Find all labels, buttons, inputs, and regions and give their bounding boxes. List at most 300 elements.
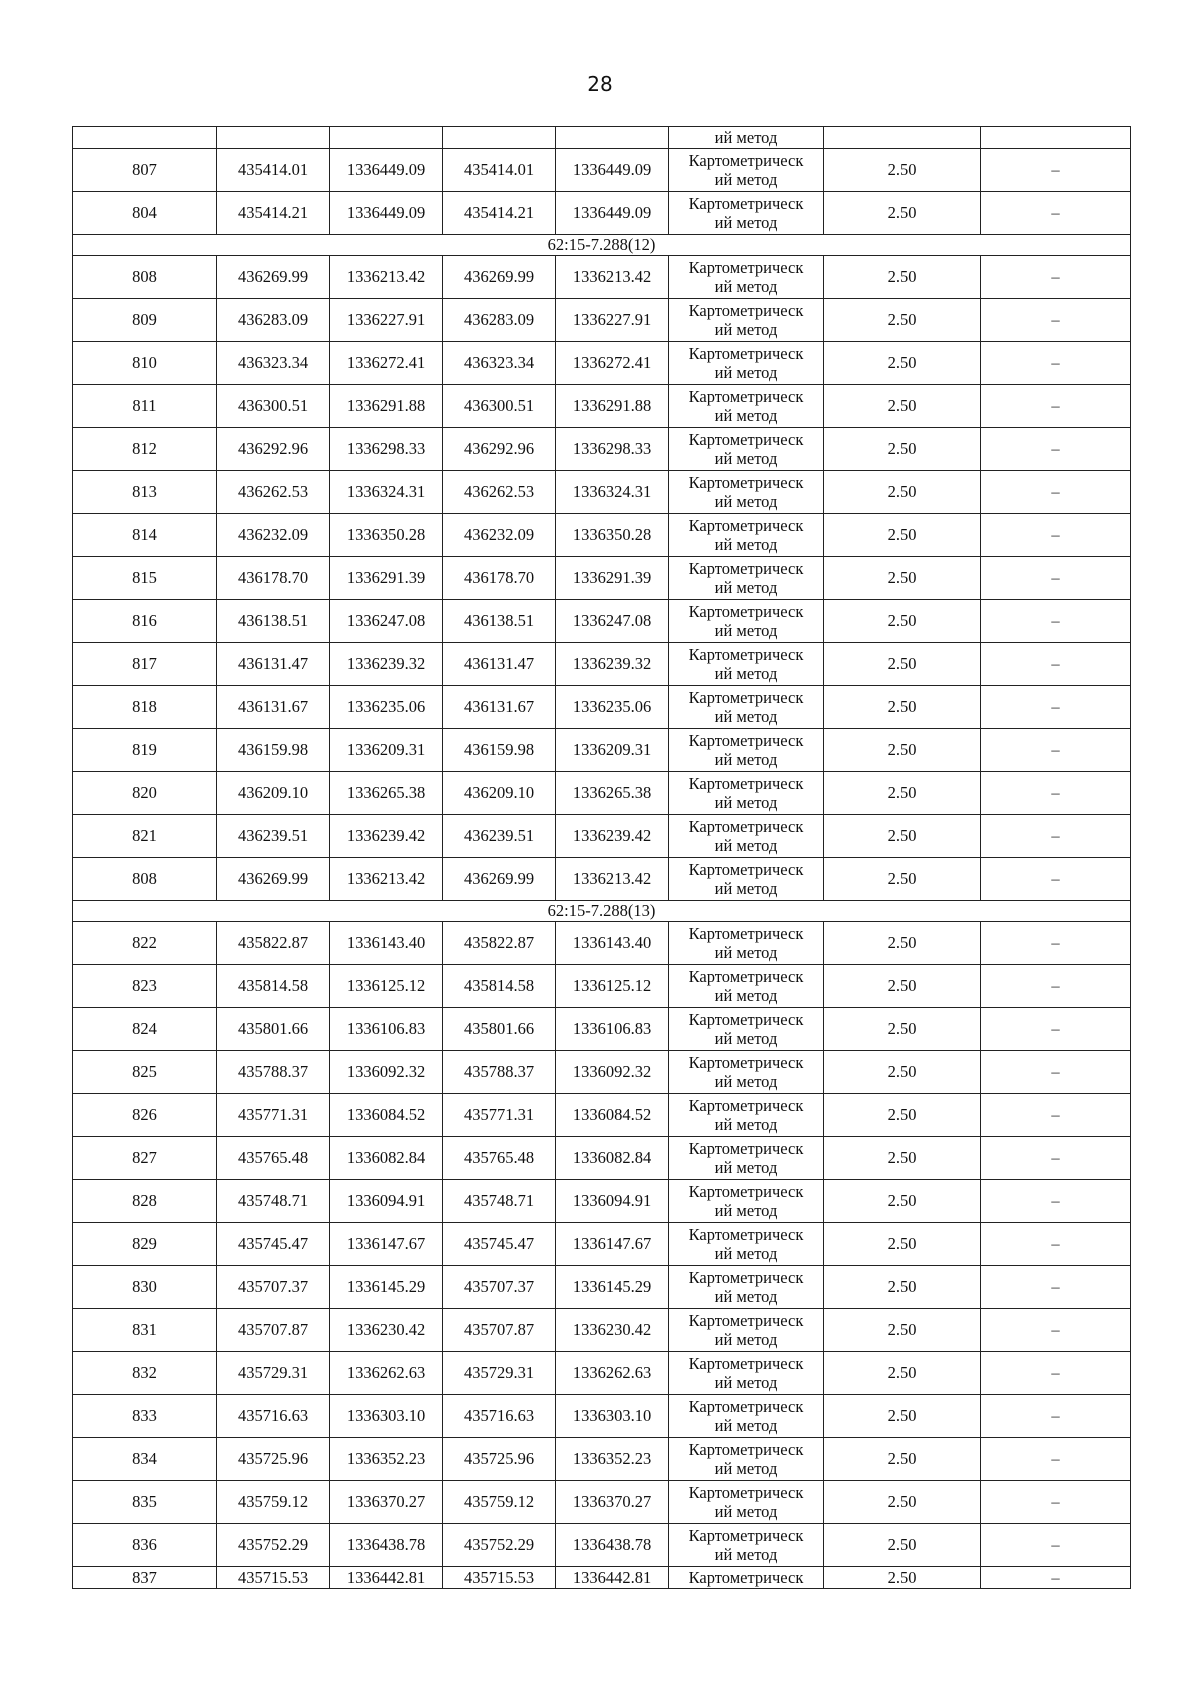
continued-cell-accuracy — [824, 127, 981, 149]
y-existing-cell: 1336209.31 — [330, 729, 443, 772]
continued-cell-point — [73, 127, 217, 149]
note-cell: – — [981, 965, 1131, 1008]
accuracy-cell: 2.50 — [824, 1481, 981, 1524]
y-new-cell: 1336449.09 — [556, 192, 669, 235]
accuracy-cell: 2.50 — [824, 1395, 981, 1438]
note-cell: – — [981, 600, 1131, 643]
method-line-2: ий метод — [714, 879, 778, 898]
x-new-cell: 435752.29 — [443, 1524, 556, 1567]
method-line-1: Картометрическ — [688, 1053, 804, 1072]
y-new-cell: 1336094.91 — [556, 1180, 669, 1223]
note-cell: – — [981, 1223, 1131, 1266]
table-row — [73, 342, 1131, 385]
y-new-cell: 1336213.42 — [556, 858, 669, 901]
method-cell — [669, 729, 824, 772]
table-row — [73, 1051, 1131, 1094]
x-existing-cell: 435814.58 — [217, 965, 330, 1008]
method-cell — [669, 1524, 824, 1567]
x-existing-cell: 435765.48 — [217, 1137, 330, 1180]
table-row — [73, 1352, 1131, 1395]
accuracy-cell: 2.50 — [824, 1180, 981, 1223]
method-line-2: ий метод — [714, 664, 778, 683]
accuracy-cell: 2.50 — [824, 299, 981, 342]
method-cell — [669, 1180, 824, 1223]
y-new-cell: 1336235.06 — [556, 686, 669, 729]
accuracy-cell: 2.50 — [824, 342, 981, 385]
accuracy-cell: 2.50 — [824, 428, 981, 471]
method-cell — [669, 385, 824, 428]
x-existing-cell: 436323.34 — [217, 342, 330, 385]
x-existing-cell: 436178.70 — [217, 557, 330, 600]
table-row — [73, 1567, 1131, 1589]
table-row — [73, 299, 1131, 342]
table-row — [73, 1481, 1131, 1524]
section-heading: 62:15-7.288(12) — [73, 235, 1131, 256]
method-line-1: Картометрическ — [688, 924, 804, 943]
method-line-2: ий метод — [714, 1416, 778, 1435]
method-line-2: ий метод — [714, 363, 778, 382]
table-row — [73, 686, 1131, 729]
note-cell: – — [981, 1008, 1131, 1051]
accuracy-cell: 2.50 — [824, 149, 981, 192]
accuracy-cell: 2.50 — [824, 815, 981, 858]
y-new-cell: 1336230.42 — [556, 1309, 669, 1352]
point-number-cell: 836 — [73, 1524, 217, 1567]
method-line-2: ий метод — [714, 170, 778, 189]
table-row — [73, 1137, 1131, 1180]
accuracy-cell: 2.50 — [824, 192, 981, 235]
x-existing-cell: 435707.37 — [217, 1266, 330, 1309]
accuracy-cell: 2.50 — [824, 858, 981, 901]
method-line-2: ий метод — [714, 1029, 778, 1048]
accuracy-cell: 2.50 — [824, 1137, 981, 1180]
note-cell: – — [981, 1395, 1131, 1438]
method-cell — [669, 557, 824, 600]
accuracy-cell: 2.50 — [824, 772, 981, 815]
table-row — [73, 1180, 1131, 1223]
method-cell — [669, 1008, 824, 1051]
point-number-cell: 829 — [73, 1223, 217, 1266]
x-existing-cell: 436283.09 — [217, 299, 330, 342]
y-existing-cell: 1336094.91 — [330, 1180, 443, 1223]
x-new-cell: 436283.09 — [443, 299, 556, 342]
accuracy-cell: 2.50 — [824, 1051, 981, 1094]
x-existing-cell: 435414.01 — [217, 149, 330, 192]
x-new-cell: 435771.31 — [443, 1094, 556, 1137]
method-line-2: ий метод — [714, 707, 778, 726]
method-line-2: ий метод — [714, 213, 778, 232]
note-cell: – — [981, 643, 1131, 686]
method-cell — [669, 1266, 824, 1309]
y-new-cell: 1336084.52 — [556, 1094, 669, 1137]
y-new-cell: 1336291.88 — [556, 385, 669, 428]
y-existing-cell: 1336303.10 — [330, 1395, 443, 1438]
method-cell — [669, 1352, 824, 1395]
method-line-2: ий метод — [714, 406, 778, 425]
point-number-cell: 813 — [73, 471, 217, 514]
x-existing-cell: 436300.51 — [217, 385, 330, 428]
y-existing-cell: 1336265.38 — [330, 772, 443, 815]
point-number-cell: 831 — [73, 1309, 217, 1352]
note-cell: – — [981, 1524, 1131, 1567]
point-number-cell: 835 — [73, 1481, 217, 1524]
note-cell: – — [981, 557, 1131, 600]
x-existing-cell: 435822.87 — [217, 922, 330, 965]
accuracy-cell: 2.50 — [824, 1524, 981, 1567]
point-number-cell: 808 — [73, 858, 217, 901]
y-new-cell: 1336370.27 — [556, 1481, 669, 1524]
table-row — [73, 600, 1131, 643]
x-existing-cell: 436292.96 — [217, 428, 330, 471]
accuracy-cell: 2.50 — [824, 1008, 981, 1051]
x-existing-cell: 436131.67 — [217, 686, 330, 729]
y-new-cell: 1336262.63 — [556, 1352, 669, 1395]
method-line-2: ий метод — [714, 449, 778, 468]
y-new-cell: 1336449.09 — [556, 149, 669, 192]
x-existing-cell: 435801.66 — [217, 1008, 330, 1051]
method-line-1: Картометрическ — [688, 301, 804, 320]
accuracy-cell: 2.50 — [824, 922, 981, 965]
y-new-cell: 1336106.83 — [556, 1008, 669, 1051]
method-line-2: ий метод — [714, 621, 778, 640]
table-row — [73, 192, 1131, 235]
note-cell: – — [981, 1180, 1131, 1223]
y-new-cell: 1336209.31 — [556, 729, 669, 772]
note-cell: – — [981, 256, 1131, 299]
x-existing-cell: 435752.29 — [217, 1524, 330, 1567]
y-new-cell: 1336147.67 — [556, 1223, 669, 1266]
method-cell — [669, 256, 824, 299]
accuracy-cell: 2.50 — [824, 514, 981, 557]
method-line-1: Картометрическ — [688, 430, 804, 449]
method-line-2: ий метод — [714, 1502, 778, 1521]
method-cell — [669, 149, 824, 192]
x-new-cell: 436269.99 — [443, 256, 556, 299]
method-line-1: Картометрическ — [688, 1010, 804, 1029]
y-existing-cell: 1336350.28 — [330, 514, 443, 557]
section-heading: 62:15-7.288(13) — [73, 901, 1131, 922]
method-line-1: Картометрическ — [688, 344, 804, 363]
point-number-cell: 837 — [73, 1567, 217, 1589]
method-line-2: ий метод — [714, 986, 778, 1005]
x-new-cell: 435707.87 — [443, 1309, 556, 1352]
point-number-cell: 812 — [73, 428, 217, 471]
method-cell — [669, 471, 824, 514]
accuracy-cell: 2.50 — [824, 385, 981, 428]
note-cell: – — [981, 149, 1131, 192]
method-line-1: Картометрическ — [688, 602, 804, 621]
method-cell — [669, 922, 824, 965]
y-existing-cell: 1336438.78 — [330, 1524, 443, 1567]
y-existing-cell: 1336298.33 — [330, 428, 443, 471]
method-cell — [669, 965, 824, 1008]
table-row — [73, 1094, 1131, 1137]
method-cell — [669, 858, 824, 901]
method-line-1: Картометрическ — [688, 151, 804, 170]
x-new-cell: 435716.63 — [443, 1395, 556, 1438]
method-line-2: ий метод — [714, 1330, 778, 1349]
note-cell: – — [981, 385, 1131, 428]
note-cell: – — [981, 1567, 1131, 1589]
note-cell: – — [981, 1309, 1131, 1352]
y-existing-cell: 1336082.84 — [330, 1137, 443, 1180]
continued-cell-x2 — [443, 127, 556, 149]
x-new-cell: 436269.99 — [443, 858, 556, 901]
method-line-1: Картометрическ — [688, 1096, 804, 1115]
method-line-1: Картометрическ — [688, 387, 804, 406]
accuracy-cell: 2.50 — [824, 1567, 981, 1589]
y-existing-cell: 1336125.12 — [330, 965, 443, 1008]
table-row — [73, 1524, 1131, 1567]
note-cell: – — [981, 1137, 1131, 1180]
point-number-cell: 809 — [73, 299, 217, 342]
point-number-cell: 815 — [73, 557, 217, 600]
method-cell — [669, 643, 824, 686]
method-line-1: Картометрическ — [688, 473, 804, 492]
y-new-cell: 1336213.42 — [556, 256, 669, 299]
y-new-cell: 1336352.23 — [556, 1438, 669, 1481]
accuracy-cell: 2.50 — [824, 643, 981, 686]
y-new-cell: 1336143.40 — [556, 922, 669, 965]
y-new-cell: 1336239.32 — [556, 643, 669, 686]
x-new-cell: 436262.53 — [443, 471, 556, 514]
x-new-cell: 435715.53 — [443, 1567, 556, 1589]
table-row — [73, 1395, 1131, 1438]
method-cell — [669, 1395, 824, 1438]
table-row — [73, 514, 1131, 557]
y-new-cell: 1336082.84 — [556, 1137, 669, 1180]
x-existing-cell: 435745.47 — [217, 1223, 330, 1266]
y-new-cell: 1336298.33 — [556, 428, 669, 471]
table-row — [73, 1008, 1131, 1051]
method-line-1: Картометрическ — [688, 1225, 804, 1244]
y-existing-cell: 1336213.42 — [330, 858, 443, 901]
accuracy-cell: 2.50 — [824, 557, 981, 600]
point-number-cell: 825 — [73, 1051, 217, 1094]
method-line-2: ий метод — [714, 1158, 778, 1177]
point-number-cell: 822 — [73, 922, 217, 965]
y-existing-cell: 1336239.32 — [330, 643, 443, 686]
x-new-cell: 436131.47 — [443, 643, 556, 686]
x-new-cell: 436209.10 — [443, 772, 556, 815]
x-new-cell: 436239.51 — [443, 815, 556, 858]
method-cell — [669, 299, 824, 342]
point-number-cell: 814 — [73, 514, 217, 557]
y-new-cell: 1336438.78 — [556, 1524, 669, 1567]
x-new-cell: 436323.34 — [443, 342, 556, 385]
method-line-2: ий метод — [714, 320, 778, 339]
note-cell: – — [981, 815, 1131, 858]
method-cell — [669, 600, 824, 643]
page-number: 28 — [587, 72, 613, 96]
accuracy-cell: 2.50 — [824, 600, 981, 643]
x-new-cell: 435814.58 — [443, 965, 556, 1008]
method-cell — [669, 1438, 824, 1481]
note-cell: – — [981, 428, 1131, 471]
method-line-1: Картометрическ — [688, 1311, 804, 1330]
method-line-1: Картометрическ — [688, 559, 804, 578]
note-cell: – — [981, 514, 1131, 557]
note-cell: – — [981, 1352, 1131, 1395]
x-existing-cell: 436209.10 — [217, 772, 330, 815]
method-line-1: Картометрическ — [688, 516, 804, 535]
method-line-2: ий метод — [714, 943, 778, 962]
continued-cell-note — [981, 127, 1131, 149]
method-line-1: Картометрическ — [688, 258, 804, 277]
continued-cell-y1 — [330, 127, 443, 149]
method-cell — [669, 1309, 824, 1352]
x-new-cell: 436292.96 — [443, 428, 556, 471]
method-line-2: ий метод — [714, 492, 778, 511]
method-cell — [669, 342, 824, 385]
point-number-cell: 833 — [73, 1395, 217, 1438]
x-existing-cell: 435716.63 — [217, 1395, 330, 1438]
x-existing-cell: 435759.12 — [217, 1481, 330, 1524]
point-number-cell: 808 — [73, 256, 217, 299]
y-existing-cell: 1336247.08 — [330, 600, 443, 643]
method-line-1: Картометрическ — [688, 731, 804, 750]
table-row — [73, 772, 1131, 815]
y-existing-cell: 1336239.42 — [330, 815, 443, 858]
table-row — [73, 965, 1131, 1008]
x-existing-cell: 436138.51 — [217, 600, 330, 643]
accuracy-cell: 2.50 — [824, 1309, 981, 1352]
y-new-cell: 1336350.28 — [556, 514, 669, 557]
y-new-cell: 1336092.32 — [556, 1051, 669, 1094]
note-cell: – — [981, 299, 1131, 342]
x-new-cell: 435765.48 — [443, 1137, 556, 1180]
x-new-cell: 435759.12 — [443, 1481, 556, 1524]
method-line-1: Картометрическ — [688, 1268, 804, 1287]
x-new-cell: 436300.51 — [443, 385, 556, 428]
x-existing-cell: 436159.98 — [217, 729, 330, 772]
x-new-cell: 436159.98 — [443, 729, 556, 772]
y-new-cell: 1336125.12 — [556, 965, 669, 1008]
method-line-1: Картометрическ — [688, 1182, 804, 1201]
note-cell: – — [981, 1266, 1131, 1309]
x-new-cell: 435414.21 — [443, 192, 556, 235]
note-cell: – — [981, 729, 1131, 772]
note-cell: – — [981, 858, 1131, 901]
method-cell — [669, 192, 824, 235]
method-line-2: ий метод — [714, 1545, 778, 1564]
point-number-cell: 834 — [73, 1438, 217, 1481]
x-new-cell: 435822.87 — [443, 922, 556, 965]
section-heading-row — [73, 235, 1131, 256]
method-cell — [669, 1137, 824, 1180]
note-cell: – — [981, 192, 1131, 235]
method-cell — [669, 686, 824, 729]
y-new-cell: 1336247.08 — [556, 600, 669, 643]
y-existing-cell: 1336324.31 — [330, 471, 443, 514]
x-existing-cell: 435725.96 — [217, 1438, 330, 1481]
point-number-cell: 817 — [73, 643, 217, 686]
y-new-cell: 1336272.41 — [556, 342, 669, 385]
table-row — [73, 1266, 1131, 1309]
method-line-2: ий метод — [714, 1115, 778, 1134]
method-line-2: ий метод — [714, 1244, 778, 1263]
method-line-2: ий метод — [714, 535, 778, 554]
continued-method-cell: ий метод — [669, 127, 824, 149]
table-row — [73, 729, 1131, 772]
point-number-cell: 810 — [73, 342, 217, 385]
y-existing-cell: 1336230.42 — [330, 1309, 443, 1352]
method-line-1: Картометрическ — [688, 1139, 804, 1158]
point-number-cell: 823 — [73, 965, 217, 1008]
point-number-cell: 811 — [73, 385, 217, 428]
accuracy-cell: 2.50 — [824, 1266, 981, 1309]
table-row — [73, 471, 1131, 514]
method-cell — [669, 772, 824, 815]
coordinates-table — [72, 126, 1131, 1589]
method-cell — [669, 1223, 824, 1266]
table-body — [73, 127, 1131, 1589]
y-existing-cell: 1336352.23 — [330, 1438, 443, 1481]
y-existing-cell: 1336143.40 — [330, 922, 443, 965]
table-row — [73, 149, 1131, 192]
y-existing-cell: 1336449.09 — [330, 192, 443, 235]
method-line-2: ий метод — [714, 277, 778, 296]
point-number-cell: 827 — [73, 1137, 217, 1180]
y-existing-cell: 1336370.27 — [330, 1481, 443, 1524]
x-existing-cell: 435715.53 — [217, 1567, 330, 1589]
y-existing-cell: 1336291.88 — [330, 385, 443, 428]
method-cell — [669, 1094, 824, 1137]
y-existing-cell: 1336213.42 — [330, 256, 443, 299]
method-line-1: Картометрическ — [688, 194, 804, 213]
point-number-cell: 818 — [73, 686, 217, 729]
method-line-1: Картометрическ — [688, 860, 804, 879]
x-existing-cell: 435707.87 — [217, 1309, 330, 1352]
x-new-cell: 436131.67 — [443, 686, 556, 729]
method-line-1: Картометрическ — [688, 688, 804, 707]
table-row — [73, 557, 1131, 600]
x-existing-cell: 435748.71 — [217, 1180, 330, 1223]
x-new-cell: 435801.66 — [443, 1008, 556, 1051]
x-existing-cell: 436232.09 — [217, 514, 330, 557]
table-row — [73, 256, 1131, 299]
table-row — [73, 815, 1131, 858]
accuracy-cell: 2.50 — [824, 1352, 981, 1395]
table-row — [73, 385, 1131, 428]
method-line-2: ий метод — [714, 1459, 778, 1478]
method-line-1: Картометрическ — [688, 967, 804, 986]
x-existing-cell: 435729.31 — [217, 1352, 330, 1395]
method-line-2: ий метод — [714, 750, 778, 769]
point-number-cell: 826 — [73, 1094, 217, 1137]
note-cell: – — [981, 686, 1131, 729]
accuracy-cell: 2.50 — [824, 1223, 981, 1266]
y-existing-cell: 1336145.29 — [330, 1266, 443, 1309]
x-new-cell: 436178.70 — [443, 557, 556, 600]
x-new-cell: 436232.09 — [443, 514, 556, 557]
x-existing-cell: 435788.37 — [217, 1051, 330, 1094]
method-line-1: Картометрическ — [688, 1568, 804, 1587]
continued-cell-x1 — [217, 127, 330, 149]
x-new-cell: 435748.71 — [443, 1180, 556, 1223]
note-cell: – — [981, 1438, 1131, 1481]
x-new-cell: 435707.37 — [443, 1266, 556, 1309]
y-existing-cell: 1336235.06 — [330, 686, 443, 729]
method-line-1: Картометрическ — [688, 817, 804, 836]
x-existing-cell: 435771.31 — [217, 1094, 330, 1137]
point-number-cell: 832 — [73, 1352, 217, 1395]
method-line-1: Картометрическ — [688, 1440, 804, 1459]
y-existing-cell: 1336106.83 — [330, 1008, 443, 1051]
method-line-2: ий метод — [714, 793, 778, 812]
x-new-cell: 436138.51 — [443, 600, 556, 643]
y-existing-cell: 1336262.63 — [330, 1352, 443, 1395]
